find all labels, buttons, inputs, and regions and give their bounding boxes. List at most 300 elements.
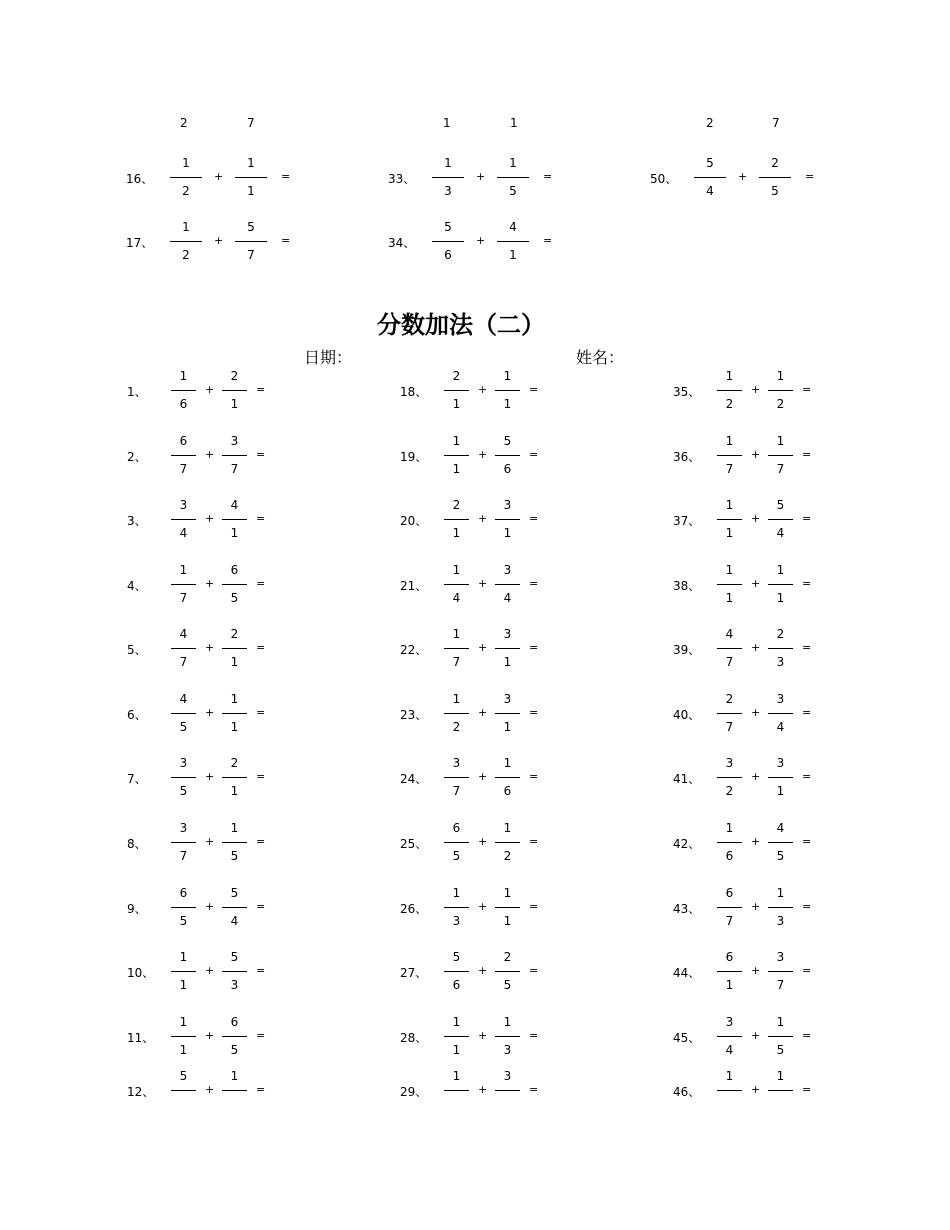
plus-sign: + — [751, 1029, 761, 1042]
fraction-denominator: 3 — [452, 914, 461, 928]
fraction-bar — [432, 241, 464, 242]
name-label: 姓名： — [576, 348, 625, 367]
plus-sign: + — [478, 512, 488, 525]
fraction-numerator: 3 — [776, 692, 785, 706]
plus-sign: + — [751, 383, 761, 396]
equals-sign: = — [802, 512, 812, 525]
fraction-numerator: 1 — [725, 821, 734, 835]
fraction — [717, 369, 742, 415]
fraction-numerator: 4 — [230, 498, 239, 512]
fraction-denominator: 1 — [179, 978, 188, 992]
fraction — [717, 950, 742, 996]
answer-field[interactable] — [543, 832, 603, 852]
fraction-denominator: 6 — [503, 784, 512, 798]
fraction-bar — [222, 519, 247, 520]
answer-field[interactable] — [295, 231, 355, 251]
plus-sign: + — [751, 770, 761, 783]
problem-number: 50、 — [650, 172, 678, 186]
plus-sign: + — [478, 964, 488, 977]
fraction-numerator: 3 — [503, 1069, 512, 1083]
plus-sign: + — [205, 900, 215, 913]
fraction — [222, 692, 247, 738]
fraction — [222, 756, 247, 802]
fraction — [444, 1069, 469, 1115]
equals-sign: = — [543, 234, 553, 247]
fraction-bar — [222, 842, 247, 843]
fraction-bar — [717, 713, 742, 714]
fraction-denominator: 5 — [179, 720, 188, 734]
equals-sign: = — [529, 835, 539, 848]
fraction — [768, 1015, 793, 1061]
fraction-denominator: 1 — [503, 720, 512, 734]
answer-field[interactable] — [816, 445, 876, 465]
fraction-numerator: 2 — [771, 156, 779, 170]
problem-number: 16、 — [126, 172, 154, 186]
fraction-bar — [170, 177, 202, 178]
fraction-denominator: 5 — [776, 1043, 785, 1057]
fraction-numerator: 1 — [503, 369, 512, 383]
fraction-bar — [495, 390, 520, 391]
problem-number: 19、 — [400, 450, 428, 464]
problem-number: 35、 — [673, 385, 701, 399]
fraction-denominator: 5 — [503, 978, 512, 992]
fraction — [497, 220, 529, 266]
answer-field[interactable] — [816, 574, 876, 594]
fraction-numerator: 1 — [230, 821, 239, 835]
fraction-numerator: 3 — [452, 756, 461, 770]
equals-sign: = — [802, 835, 812, 848]
fraction-bar — [444, 1090, 469, 1091]
fraction — [768, 369, 793, 415]
answer-field[interactable] — [543, 445, 603, 465]
fraction-numerator: 1 — [452, 692, 461, 706]
fraction-bar — [222, 907, 247, 908]
fraction-denominator: 6 — [179, 397, 188, 411]
fraction-denominator: 7 — [725, 914, 734, 928]
answer-field[interactable] — [816, 638, 876, 658]
fraction-denominator: 1 — [503, 526, 512, 540]
fraction — [222, 627, 247, 673]
plus-sign: + — [205, 383, 215, 396]
fraction-numerator: 1 — [776, 1015, 785, 1029]
fraction-denominator: 2 — [776, 397, 785, 411]
fraction-numerator: 6 — [725, 950, 734, 964]
fraction-numerator: 2 — [776, 627, 785, 641]
fraction-bar — [495, 1036, 520, 1037]
fraction-denominator: 1 — [230, 720, 239, 734]
fraction-denominator: 4 — [230, 914, 239, 928]
answer-field[interactable] — [816, 1080, 876, 1100]
fraction — [171, 369, 196, 415]
fraction-denominator: 7 — [776, 978, 785, 992]
equals-sign: = — [256, 641, 266, 654]
fraction-bar — [444, 907, 469, 908]
fraction-denominator: 1 — [503, 914, 512, 928]
equals-sign: = — [256, 706, 266, 719]
equals-sign: = — [529, 900, 539, 913]
answer-field[interactable] — [816, 1026, 876, 1046]
fraction — [495, 886, 520, 932]
fraction-bar — [171, 1036, 196, 1037]
fraction-bar — [495, 1090, 520, 1091]
equals-sign: = — [805, 170, 815, 183]
equals-sign: = — [802, 641, 812, 654]
fraction-bar — [432, 177, 464, 178]
answer-field[interactable] — [543, 897, 603, 917]
fraction-numerator: 1 — [179, 950, 188, 964]
equals-sign: = — [802, 577, 812, 590]
answer-field[interactable] — [816, 897, 876, 917]
plus-sign: + — [751, 964, 761, 977]
fraction-bar — [235, 177, 267, 178]
date-label: 日期： — [304, 348, 353, 367]
fraction-denominator: 1 — [452, 1043, 461, 1057]
fraction-numerator: 1 — [503, 821, 512, 835]
fraction-denominator: 7 — [725, 655, 734, 669]
fraction-numerator: 6 — [230, 1015, 239, 1029]
answer-field[interactable] — [543, 574, 603, 594]
answer-field[interactable] — [270, 767, 330, 787]
fraction-bar — [444, 390, 469, 391]
fraction — [444, 692, 469, 738]
fraction — [171, 756, 196, 802]
answer-field[interactable] — [557, 167, 617, 187]
problem-number: 39、 — [673, 643, 701, 657]
plus-sign: + — [751, 706, 761, 719]
equals-sign: = — [256, 835, 266, 848]
fraction — [171, 886, 196, 932]
stray-number: 1 — [510, 116, 518, 130]
fraction — [717, 692, 742, 738]
fraction — [717, 756, 742, 802]
answer-field[interactable] — [543, 1026, 603, 1046]
fraction-numerator: 2 — [230, 369, 239, 383]
fraction-bar — [717, 971, 742, 972]
equals-sign: = — [256, 1029, 266, 1042]
fraction-bar — [495, 584, 520, 585]
problem-number: 1、 — [127, 385, 147, 399]
fraction — [495, 563, 520, 609]
fraction — [768, 434, 793, 480]
answer-field[interactable] — [270, 445, 330, 465]
fraction-denominator: 6 — [452, 978, 461, 992]
plus-sign: + — [478, 1029, 488, 1042]
problem-number: 26、 — [400, 902, 428, 916]
problem-number: 40、 — [673, 708, 701, 722]
plus-sign: + — [476, 234, 486, 247]
fraction-numerator: 1 — [776, 1069, 785, 1083]
fraction-denominator: 2 — [182, 248, 190, 262]
fraction — [495, 756, 520, 802]
fraction-bar — [171, 713, 196, 714]
fraction-numerator: 1 — [725, 434, 734, 448]
fraction-denominator: 7 — [179, 591, 188, 605]
problem-number: 8、 — [127, 837, 147, 851]
fraction-bar — [768, 1090, 793, 1091]
fraction-numerator: 3 — [503, 563, 512, 577]
fraction-denominator: 1 — [503, 655, 512, 669]
answer-field[interactable] — [543, 961, 603, 981]
fraction-bar — [768, 777, 793, 778]
answer-field[interactable] — [816, 767, 876, 787]
fraction-bar — [768, 1036, 793, 1037]
answer-field[interactable] — [270, 832, 330, 852]
problem-number: 20、 — [400, 514, 428, 528]
plus-sign: + — [751, 577, 761, 590]
fraction-bar — [222, 455, 247, 456]
fraction-bar — [222, 1090, 247, 1091]
equals-sign: = — [529, 964, 539, 977]
fraction-numerator: 4 — [776, 821, 785, 835]
fraction-bar — [495, 648, 520, 649]
problem-number: 6、 — [127, 708, 147, 722]
answer-field[interactable] — [816, 961, 876, 981]
fraction-numerator: 1 — [503, 756, 512, 770]
equals-sign: = — [256, 900, 266, 913]
problem-number: 44、 — [673, 966, 701, 980]
fraction-numerator: 6 — [179, 886, 188, 900]
fraction-numerator: 1 — [725, 498, 734, 512]
plus-sign: + — [478, 383, 488, 396]
equals-sign: = — [529, 512, 539, 525]
fraction-bar — [768, 390, 793, 391]
fraction-denominator: 1 — [725, 526, 734, 540]
answer-field[interactable] — [543, 509, 603, 529]
fraction-numerator: 3 — [179, 756, 188, 770]
fraction-denominator: 7 — [179, 849, 188, 863]
plus-sign: + — [214, 234, 224, 247]
fraction-numerator: 6 — [725, 886, 734, 900]
fraction-bar — [235, 241, 267, 242]
fraction-numerator: 4 — [179, 692, 188, 706]
answer-field[interactable] — [270, 638, 330, 658]
fraction-bar — [444, 713, 469, 714]
plus-sign: + — [738, 170, 748, 183]
fraction-bar — [171, 648, 196, 649]
answer-field[interactable] — [270, 703, 330, 723]
answer-field[interactable] — [543, 703, 603, 723]
fraction-bar — [495, 455, 520, 456]
fraction-denominator: 1 — [230, 655, 239, 669]
answer-field[interactable] — [270, 961, 330, 981]
fraction — [171, 563, 196, 609]
fraction — [444, 498, 469, 544]
fraction-denominator: 4 — [179, 526, 188, 540]
fraction-bar — [171, 907, 196, 908]
fraction-bar — [717, 584, 742, 585]
fraction-numerator: 3 — [179, 498, 188, 512]
fraction-bar — [717, 648, 742, 649]
fraction — [495, 1015, 520, 1061]
fraction-denominator: 6 — [444, 248, 452, 262]
problem-number: 18、 — [400, 385, 428, 399]
equals-sign: = — [256, 770, 266, 783]
fraction — [497, 156, 529, 202]
fraction-denominator: 7 — [452, 655, 461, 669]
fraction-numerator: 4 — [725, 627, 734, 641]
answer-field[interactable] — [270, 897, 330, 917]
fraction-denominator: 3 — [444, 184, 452, 198]
answer-field[interactable] — [270, 1026, 330, 1046]
fraction — [171, 434, 196, 480]
problem-number: 45、 — [673, 1031, 701, 1045]
fraction — [171, 498, 196, 544]
fraction-numerator: 5 — [776, 498, 785, 512]
plus-sign: + — [751, 1083, 761, 1096]
answer-field[interactable] — [816, 509, 876, 529]
fraction-bar — [768, 971, 793, 972]
equals-sign: = — [256, 964, 266, 977]
fraction-denominator: 7 — [776, 462, 785, 476]
fraction-bar — [171, 971, 196, 972]
fraction-numerator: 5 — [452, 950, 461, 964]
fraction-numerator: 1 — [230, 692, 239, 706]
fraction-bar — [171, 455, 196, 456]
fraction-numerator: 6 — [452, 821, 461, 835]
fraction-numerator: 2 — [452, 369, 461, 383]
equals-sign: = — [529, 448, 539, 461]
fraction-bar — [768, 455, 793, 456]
equals-sign: = — [802, 383, 812, 396]
plus-sign: + — [478, 641, 488, 654]
fraction — [171, 950, 196, 996]
fraction-numerator: 4 — [509, 220, 517, 234]
fraction-numerator: 1 — [452, 886, 461, 900]
fraction — [222, 434, 247, 480]
problem-number: 36、 — [673, 450, 701, 464]
plus-sign: + — [478, 706, 488, 719]
fraction-numerator: 1 — [182, 220, 190, 234]
plus-sign: + — [205, 706, 215, 719]
problem-number: 43、 — [673, 902, 701, 916]
plus-sign: + — [214, 170, 224, 183]
fraction — [717, 886, 742, 932]
answer-field[interactable] — [543, 1080, 603, 1100]
fraction — [171, 1015, 196, 1061]
fraction — [444, 627, 469, 673]
fraction-denominator: 2 — [503, 849, 512, 863]
worksheet-title: 分数加法（二） — [377, 310, 545, 339]
fraction — [495, 369, 520, 415]
answer-field[interactable] — [816, 703, 876, 723]
answer-field[interactable] — [270, 380, 330, 400]
fraction-denominator: 2 — [182, 184, 190, 198]
fraction — [495, 821, 520, 867]
fraction-bar — [497, 241, 529, 242]
problem-number: 33、 — [388, 172, 416, 186]
answer-field[interactable] — [270, 509, 330, 529]
fraction — [444, 434, 469, 480]
fraction — [171, 821, 196, 867]
fraction — [171, 1069, 196, 1115]
plus-sign: + — [751, 448, 761, 461]
fraction-bar — [444, 842, 469, 843]
fraction-denominator: 2 — [452, 720, 461, 734]
fraction — [495, 1069, 520, 1115]
fraction-denominator: 2 — [725, 784, 734, 798]
equals-sign: = — [529, 706, 539, 719]
answer-field[interactable] — [557, 231, 617, 251]
fraction-numerator: 1 — [230, 1069, 239, 1083]
fraction-bar — [444, 519, 469, 520]
equals-sign: = — [256, 1083, 266, 1096]
fraction-numerator: 5 — [230, 886, 239, 900]
plus-sign: + — [478, 1083, 488, 1096]
equals-sign: = — [256, 512, 266, 525]
equals-sign: = — [529, 1029, 539, 1042]
answer-field[interactable] — [816, 380, 876, 400]
answer-field[interactable] — [543, 638, 603, 658]
fraction-denominator: 3 — [776, 655, 785, 669]
fraction-bar — [768, 519, 793, 520]
fraction-numerator: 1 — [179, 1015, 188, 1029]
answer-field[interactable] — [543, 380, 603, 400]
problem-number: 12、 — [127, 1085, 155, 1099]
equals-sign: = — [802, 964, 812, 977]
fraction-numerator: 6 — [179, 434, 188, 448]
answer-field[interactable] — [543, 767, 603, 787]
fraction-numerator: 1 — [503, 1015, 512, 1029]
fraction-numerator: 1 — [776, 434, 785, 448]
equals-sign: = — [529, 770, 539, 783]
problem-number: 10、 — [127, 966, 155, 980]
fraction-denominator: 5 — [230, 591, 239, 605]
fraction — [444, 1015, 469, 1061]
answer-field[interactable] — [270, 574, 330, 594]
fraction-numerator: 5 — [179, 1069, 188, 1083]
equals-sign: = — [281, 234, 291, 247]
answer-field[interactable] — [295, 167, 355, 187]
plus-sign: + — [478, 448, 488, 461]
fraction-numerator: 1 — [452, 1015, 461, 1029]
plus-sign: + — [478, 900, 488, 913]
answer-field[interactable] — [270, 1080, 330, 1100]
fraction — [171, 627, 196, 673]
fraction-numerator: 2 — [503, 950, 512, 964]
fraction-numerator: 2 — [230, 627, 239, 641]
stray-number: 1 — [443, 116, 451, 130]
problem-number: 7、 — [127, 772, 147, 786]
problem-number: 9、 — [127, 902, 147, 916]
equals-sign: = — [281, 170, 291, 183]
fraction — [717, 563, 742, 609]
fraction-denominator: 7 — [725, 462, 734, 476]
fraction-denominator: 5 — [452, 849, 461, 863]
fraction-denominator: 1 — [452, 462, 461, 476]
answer-field[interactable] — [816, 832, 876, 852]
fraction-denominator: 1 — [247, 184, 255, 198]
fraction-bar — [497, 177, 529, 178]
equals-sign: = — [802, 900, 812, 913]
fraction-numerator: 5 — [230, 950, 239, 964]
answer-field[interactable] — [819, 167, 879, 187]
fraction-numerator: 2 — [230, 756, 239, 770]
fraction — [495, 498, 520, 544]
plus-sign: + — [205, 964, 215, 977]
fraction-numerator: 6 — [230, 563, 239, 577]
fraction-denominator: 5 — [179, 914, 188, 928]
fraction — [768, 563, 793, 609]
fraction — [444, 563, 469, 609]
fraction-denominator: 4 — [503, 591, 512, 605]
fraction-numerator: 3 — [725, 756, 734, 770]
stray-number: 2 — [706, 116, 714, 130]
fraction-numerator: 4 — [179, 627, 188, 641]
fraction-denominator: 1 — [230, 784, 239, 798]
fraction — [768, 1069, 793, 1115]
fraction-bar — [717, 842, 742, 843]
fraction — [444, 821, 469, 867]
